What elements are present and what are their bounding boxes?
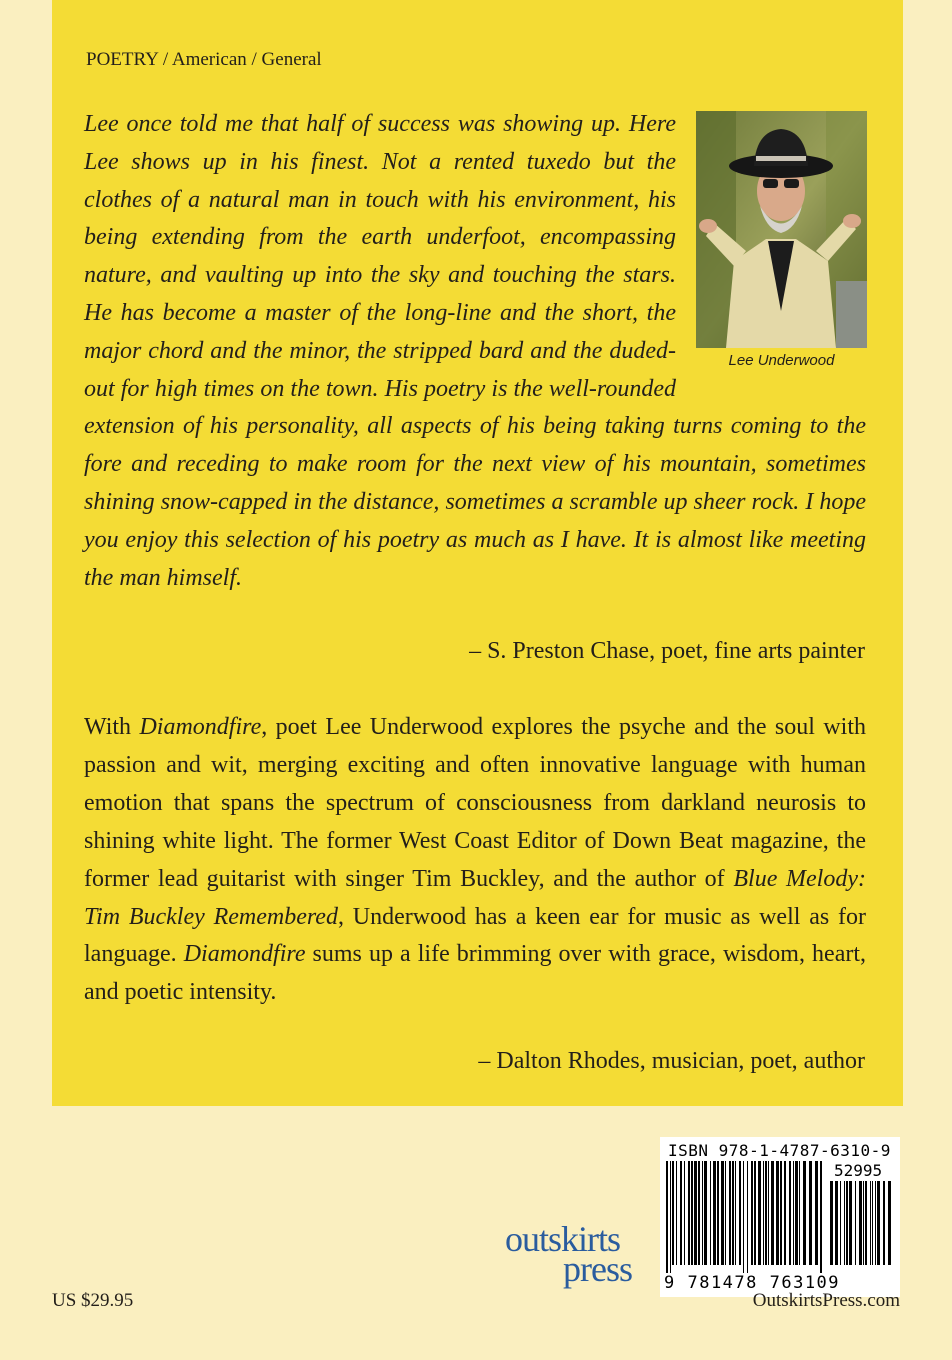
ean-barcode-bars (666, 1161, 824, 1273)
barcode-bar (855, 1181, 856, 1265)
barcode-bar (672, 1161, 674, 1265)
barcode-bar (872, 1181, 873, 1265)
barcode-bar (768, 1161, 769, 1265)
barcode-bar (815, 1161, 818, 1265)
barcode-bar (844, 1181, 845, 1265)
ean-digits: 9 781478 763109 (664, 1273, 841, 1293)
barcode-bar (883, 1181, 885, 1265)
barcode-bar (840, 1181, 841, 1265)
barcode-bar (751, 1161, 753, 1265)
price-code: 52995 (834, 1161, 883, 1180)
barcode-bar (666, 1161, 668, 1273)
barcode-bar (729, 1161, 731, 1265)
category-label: POETRY / American / General (86, 49, 322, 70)
barcode-bar (684, 1161, 685, 1265)
barcode-bar (888, 1181, 891, 1265)
barcode-bar (865, 1181, 867, 1265)
barcode-bar (694, 1161, 697, 1265)
isbn-barcode (660, 1137, 900, 1297)
barcode-bar (735, 1161, 736, 1265)
isbn-number: ISBN 978-1-4787-6310-9 (668, 1141, 891, 1160)
barcode-bar (765, 1161, 767, 1265)
barcode-bar (780, 1161, 782, 1265)
barcode-bar (739, 1161, 741, 1265)
logo-outskirts: outskirts (505, 1219, 621, 1259)
barcode-bar (710, 1161, 711, 1265)
photo-caption: Lee Underwood (728, 352, 835, 369)
barcode-bar (688, 1161, 690, 1265)
barcode-bar (795, 1161, 798, 1265)
barcode-bar (717, 1161, 719, 1265)
barcode-bar (870, 1181, 871, 1265)
barcode-bar (846, 1181, 848, 1265)
barcode-bar (721, 1161, 724, 1265)
barcode-bar (713, 1161, 716, 1265)
barcode-bar (875, 1181, 876, 1265)
barcode-bar (670, 1161, 671, 1273)
barcode-bar (776, 1161, 779, 1265)
barcode-bar (877, 1181, 880, 1265)
barcode-bar (732, 1161, 734, 1265)
barcode-bar (725, 1161, 726, 1265)
logo-press: press (563, 1249, 632, 1289)
quote-attribution: – S. Preston Chase, poet, fine arts painter (469, 638, 865, 664)
desc-text-1: With (84, 714, 140, 740)
barcode-bar (793, 1161, 794, 1265)
barcode-bar (698, 1161, 700, 1265)
desc-text-4: sums up a life brimming over with grace, wisdom, heart, and poetic intensity. (84, 941, 867, 1006)
barcode-bar (799, 1161, 800, 1265)
website-label: OutskirtsPress.com (752, 1290, 900, 1311)
barcode-bar (859, 1181, 862, 1265)
barcode-bar (758, 1161, 761, 1265)
desc-text-2: , poet Lee Underwood explores the psyche and the soul with passion and wit, merging exciting and often innovative language with human emotion that spans the spectrum of consciousness from darkland neurosis to shining white light. The former West Coast Editor of Down Beat magazine, the former lead guitarist with singer Tim Buckley, and the author of (84, 714, 866, 892)
desc-title-2: Blue Melody: Tim Buckley Remembered (84, 865, 866, 930)
publisher-logo (505, 1218, 655, 1290)
barcode-bar (680, 1161, 682, 1265)
desc-text-3: , Underwood has a keen ear for music as well as for language. (84, 903, 867, 968)
quote-text: Lee once told me that half of success was showing up. Here Lee shows up in his finest. Not a rented tuxedo but the clothes of a natural man in touch with his environment, his being extending from the earth underfoot, encompassing nature, and vaulting up into the sky and touching the stars. He has become a master of the long-line and the short, the major chord and the minor, the stripped bard and the duded-out for high times on the town. His poetry is the well-rounded extension of his personality, all aspects of his being taking turns coming to the fore and receding to make room for the next view of his mountain, sometimes shining snow-capped in the distance, sometimes a scramble up sheer rock. I hope you enjoy this selection of his poetry as much as I have. It is almost like meeting the man himself. (84, 111, 866, 591)
barcode-bar (702, 1161, 703, 1265)
barcode-bar (849, 1181, 852, 1265)
barcode-bar (803, 1161, 806, 1265)
endorsement-quote (84, 106, 866, 597)
barcode-bar (789, 1161, 791, 1265)
desc-title-3: Diamondfire (183, 941, 306, 968)
barcode-bar (763, 1161, 764, 1265)
barcode-bar (743, 1161, 744, 1273)
barcode-bar (676, 1161, 677, 1265)
barcode-bar (704, 1161, 707, 1265)
price-barcode-bars (830, 1181, 892, 1273)
barcode-bar (820, 1161, 822, 1273)
description-attribution: – Dalton Rhodes, musician, poet, author (478, 1048, 865, 1074)
barcode-bar (863, 1181, 864, 1265)
desc-title-1: Diamondfire (139, 714, 262, 740)
barcode-bar (747, 1161, 748, 1273)
barcode-bar (835, 1181, 838, 1265)
barcode-bar (754, 1161, 756, 1265)
barcode-bar (771, 1161, 774, 1265)
barcode-bar (784, 1161, 786, 1265)
book-description (84, 709, 866, 1012)
price-label: US $29.95 (52, 1290, 134, 1311)
barcode-bar (809, 1161, 812, 1265)
barcode-bar (830, 1181, 833, 1265)
barcode-bar (691, 1161, 693, 1265)
